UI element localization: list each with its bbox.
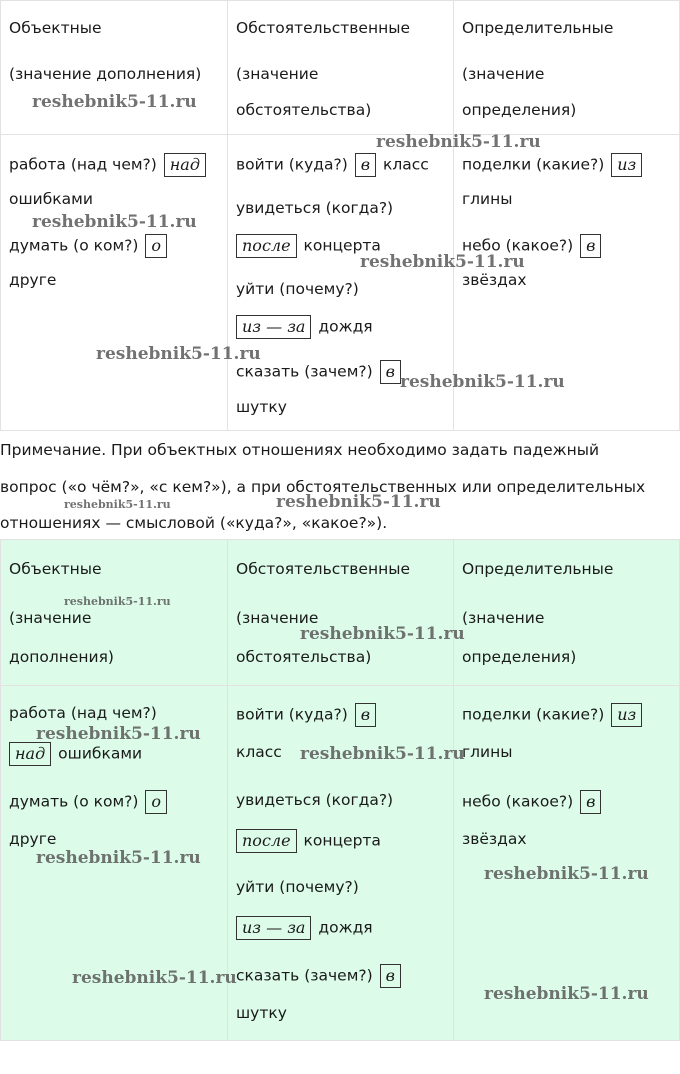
header-attributive: Определительные	[462, 560, 614, 578]
preposition-box: после	[236, 234, 297, 258]
watermark: reshebnik5-11.ru	[376, 132, 541, 152]
phrase-row: уйти (почему?)	[236, 280, 359, 298]
phrase-text: войти (куда?)	[236, 155, 348, 174]
preposition-box: в	[355, 703, 376, 727]
phrase-continuation: друге	[9, 830, 57, 848]
watermark: reshebnik5-11.ru	[64, 595, 171, 608]
phrase-continuation: ошибками	[9, 190, 93, 208]
phrase-text: сказать (зачем?)	[236, 966, 373, 985]
preposition-box: над	[9, 742, 51, 766]
phrase-row	[9, 234, 169, 258]
phrase-text: небо (какое?)	[462, 236, 574, 255]
preposition-box: в	[380, 360, 401, 384]
phrase-text: работа (над чем?)	[9, 155, 157, 174]
phrase-row	[9, 742, 142, 766]
watermark: reshebnik5-11.ru	[36, 848, 201, 868]
table-2	[0, 539, 680, 1041]
phrase-row: работа (над чем?)	[9, 704, 157, 722]
note-line: Примечание. При объектных отношениях необходимо задать падежный	[0, 441, 600, 459]
watermark: reshebnik5-11.ru	[32, 212, 197, 232]
preposition-box: из	[611, 703, 642, 727]
phrase-after: дождя	[318, 317, 373, 336]
phrase-continuation: глины	[462, 190, 513, 208]
header-adverbial-sub1: (значение	[236, 609, 319, 627]
header-attributive-sub2: определения)	[462, 648, 577, 666]
phrase-continuation: шутку	[236, 398, 287, 416]
preposition-box: в	[580, 234, 601, 258]
phrase-text: сказать (зачем?)	[236, 362, 373, 381]
note-line: вопрос («о чём?», «с кем?»), а при обстоятельственных или определительных	[0, 478, 646, 496]
watermark: reshebnik5-11.ru	[276, 492, 441, 512]
phrase-row	[236, 153, 429, 177]
watermark: reshebnik5-11.ru	[72, 968, 237, 988]
preposition-box: над	[164, 153, 206, 177]
phrase-continuation: друге	[9, 271, 57, 289]
header-objective: Объектные	[9, 560, 102, 578]
phrase-row: уйти (почему?)	[236, 878, 359, 896]
header-attributive: Определительные	[462, 19, 614, 37]
header-attributive-sub1: (значение	[462, 609, 545, 627]
watermark: reshebnik5-11.ru	[32, 92, 197, 112]
header-objective-sub: (значение дополнения)	[9, 65, 202, 83]
watermark: reshebnik5-11.ru	[360, 252, 525, 272]
phrase-row: увидеться (когда?)	[236, 199, 394, 217]
phrase-after: дождя	[318, 918, 373, 937]
phrase-row	[236, 360, 403, 384]
watermark: reshebnik5-11.ru	[300, 624, 465, 644]
phrase-text: думать (о ком?)	[9, 792, 139, 811]
phrase-text: небо (какое?)	[462, 792, 574, 811]
header-adverbial-sub2: обстоятельства)	[236, 648, 372, 666]
watermark: reshebnik5-11.ru	[484, 864, 649, 884]
phrase-continuation: звёздах	[462, 830, 527, 848]
phrase-row	[9, 153, 208, 177]
column-divider	[227, 540, 228, 1040]
phrase-after: класс	[382, 155, 429, 174]
phrase-row	[9, 790, 169, 814]
preposition-box: из — за	[236, 916, 311, 940]
watermark: reshebnik5-11.ru	[36, 724, 201, 744]
watermark: reshebnik5-11.ru	[300, 744, 465, 764]
phrase-continuation: звёздах	[462, 271, 527, 289]
watermark: reshebnik5-11.ru	[484, 984, 649, 1004]
watermark: reshebnik5-11.ru	[400, 372, 565, 392]
preposition-box: из	[611, 153, 642, 177]
phrase-text: думать (о ком?)	[9, 236, 139, 255]
preposition-box: из — за	[236, 315, 311, 339]
preposition-box: после	[236, 829, 297, 853]
phrase-after: концерта	[303, 236, 381, 255]
phrase-after: концерта	[303, 831, 381, 850]
phrase-after: ошибками	[58, 744, 143, 763]
phrase-row	[236, 315, 373, 339]
header-adverbial: Обстоятельственные	[236, 560, 410, 578]
preposition-box: о	[145, 790, 167, 814]
phrase-text: поделки (какие?)	[462, 155, 605, 174]
phrase-row	[236, 964, 403, 988]
header-attributive-sub2: определения)	[462, 101, 577, 119]
preposition-box: в	[580, 790, 601, 814]
row-divider	[1, 685, 679, 686]
phrase-row: увидеться (когда?)	[236, 791, 394, 809]
column-divider	[227, 1, 228, 430]
phrase-row	[462, 790, 603, 814]
header-adverbial-sub1: (значение	[236, 65, 319, 83]
header-adverbial-sub2: обстоятельства)	[236, 101, 372, 119]
column-divider	[453, 1, 454, 430]
preposition-box: о	[145, 234, 167, 258]
phrase-text: поделки (какие?)	[462, 705, 605, 724]
phrase-text: войти (куда?)	[236, 705, 348, 724]
note-line: отношениях — смысловой («куда?», «какое?»).	[0, 514, 388, 532]
phrase-continuation: глины	[462, 743, 513, 761]
header-attributive-sub1: (значение	[462, 65, 545, 83]
phrase-row	[236, 916, 373, 940]
header-objective-sub2: дополнения)	[9, 648, 114, 666]
phrase-row	[236, 703, 378, 727]
phrase-row	[462, 703, 644, 727]
header-adverbial: Обстоятельственные	[236, 19, 410, 37]
preposition-box: в	[380, 964, 401, 988]
phrase-continuation: класс	[236, 743, 282, 761]
header-objective: Объектные	[9, 19, 102, 37]
watermark: reshebnik5-11.ru	[64, 498, 171, 511]
phrase-row	[236, 829, 381, 853]
column-divider	[453, 540, 454, 1040]
phrase-continuation: шутку	[236, 1004, 287, 1022]
watermark: reshebnik5-11.ru	[96, 344, 261, 364]
header-objective-sub1: (значение	[9, 609, 92, 627]
preposition-box: в	[355, 153, 376, 177]
row-divider	[1, 134, 679, 135]
phrase-row	[462, 153, 644, 177]
